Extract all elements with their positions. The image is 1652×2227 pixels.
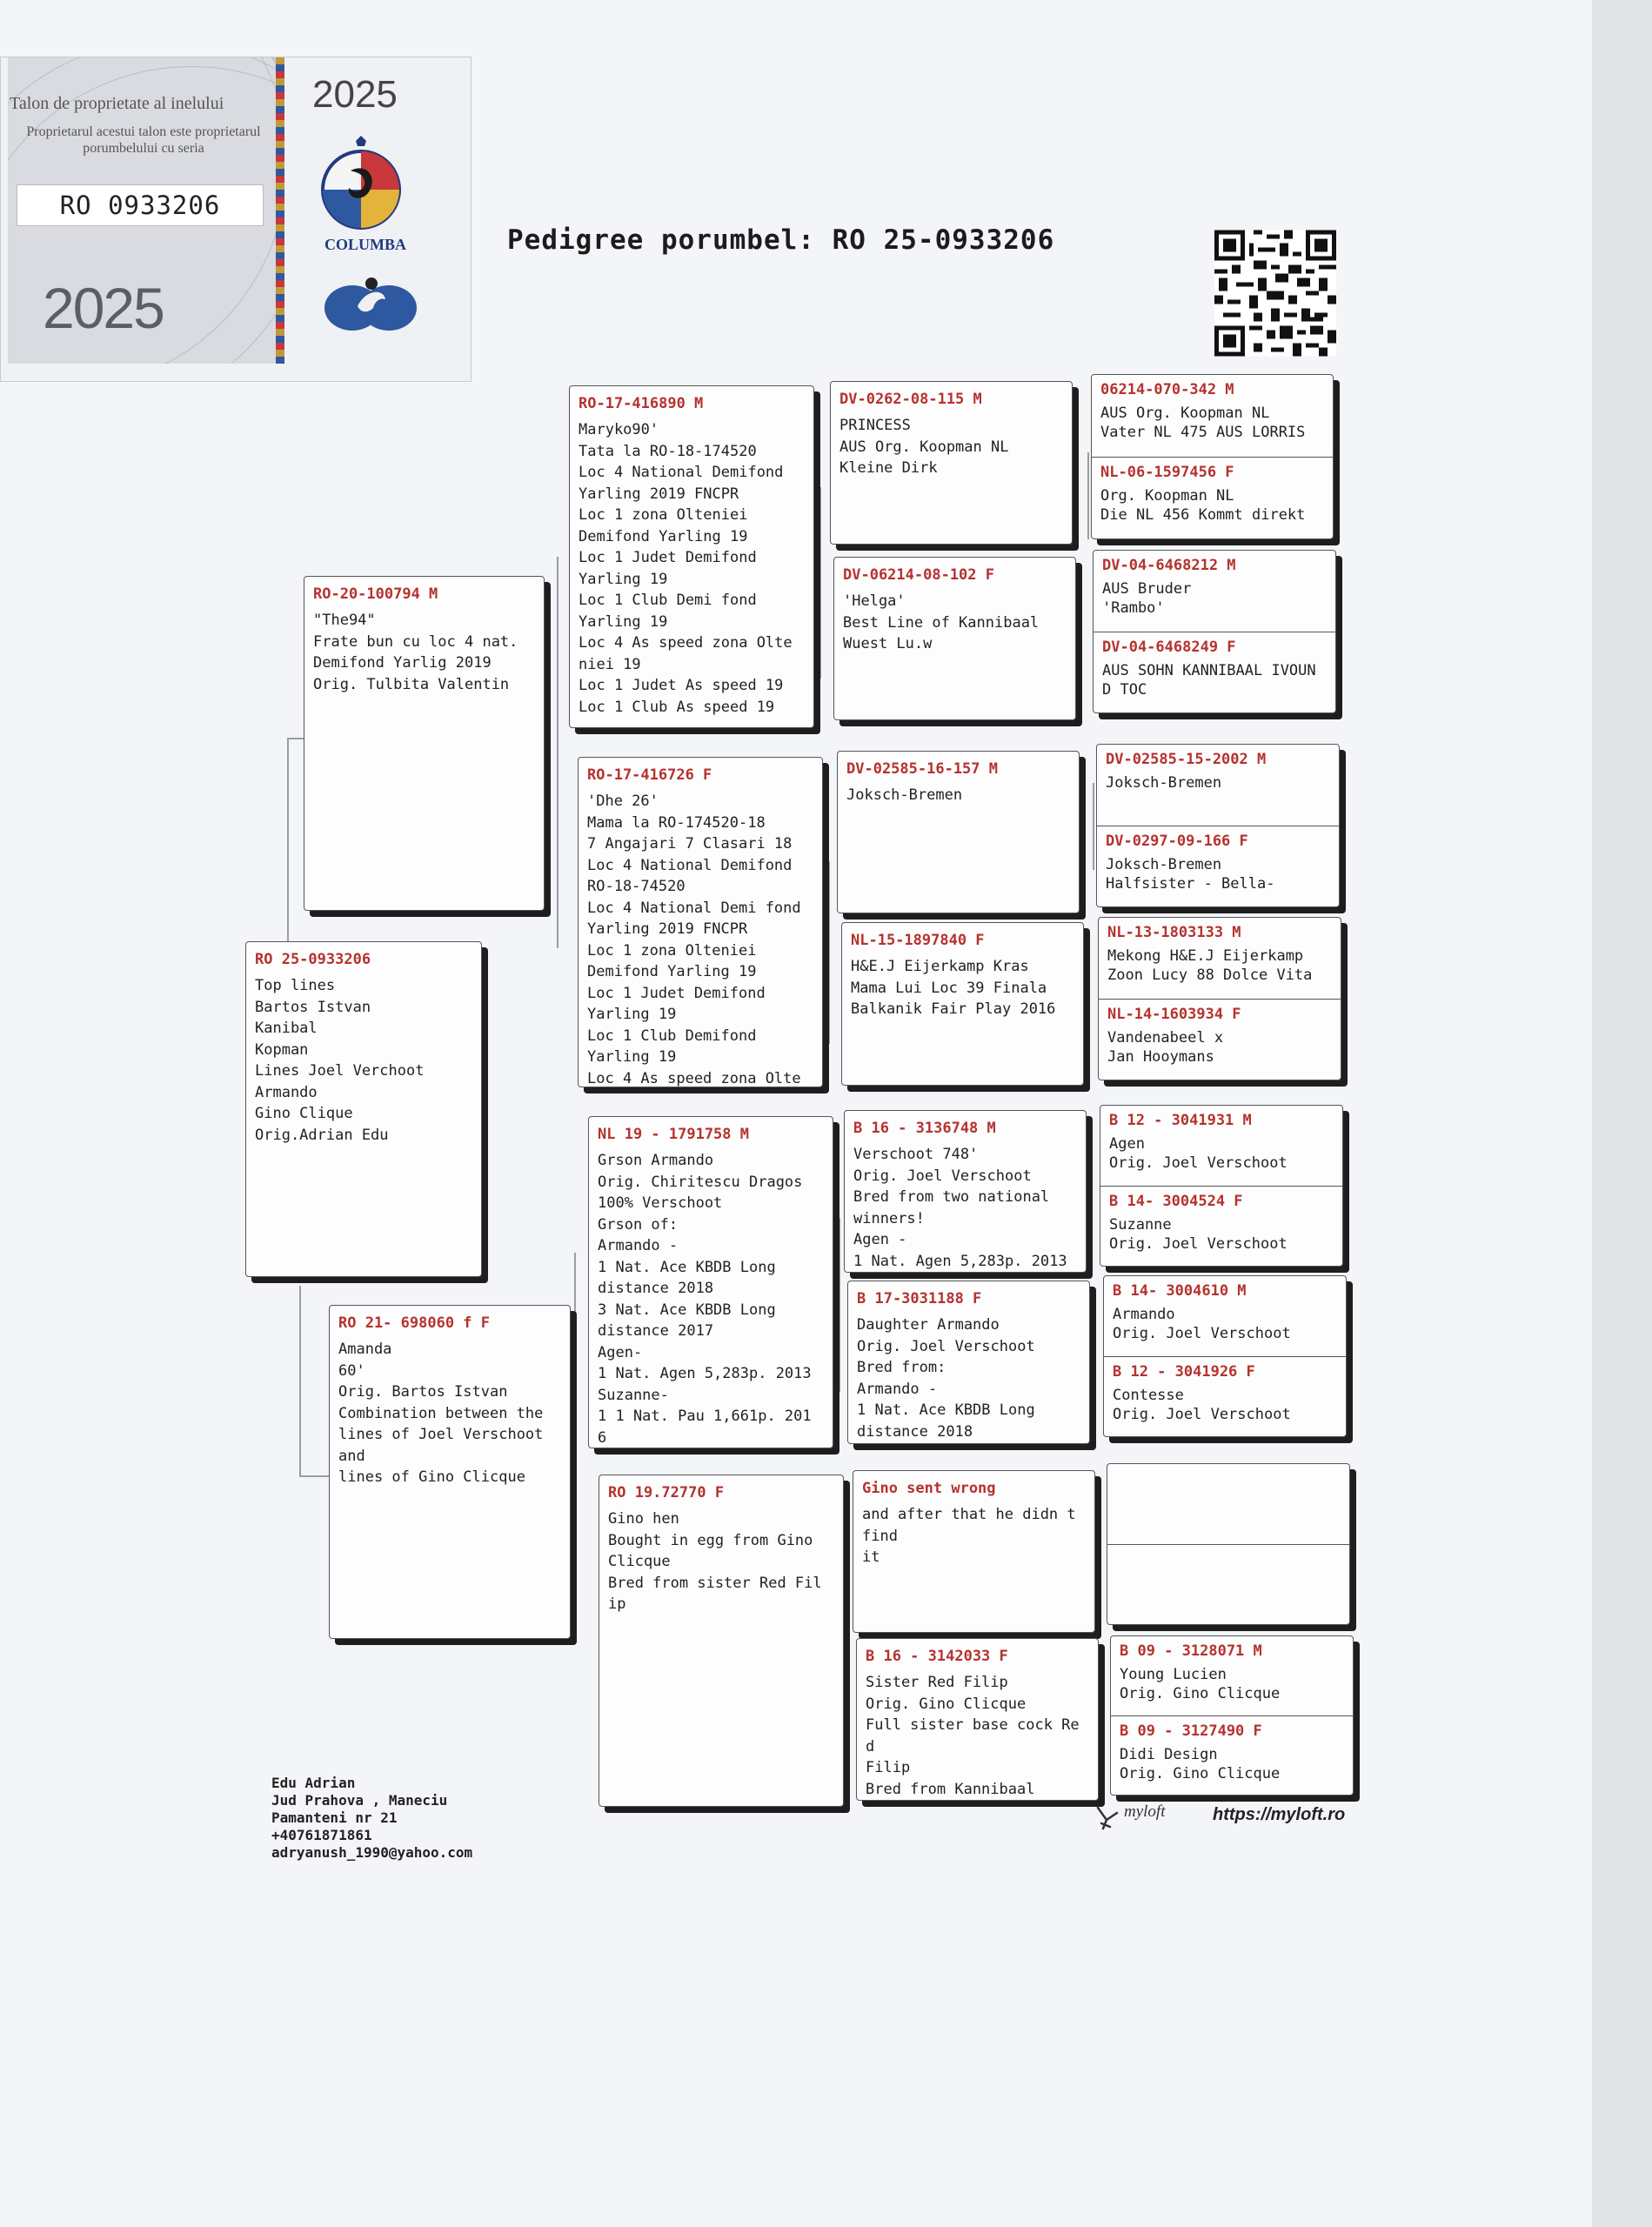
ancestor-info: Armando Orig. Joel Verschoot <box>1113 1306 1291 1342</box>
ancestor-ring: DV-04-6468249 F <box>1102 639 1236 656</box>
ancestor-male <box>1100 1106 1342 1186</box>
great-grandparent-ring: Gino sent wrong <box>862 1480 996 1497</box>
ancestor-info <box>1107 1551 1349 1556</box>
ancestor-male <box>1099 918 1341 999</box>
ancestor-female <box>1111 1715 1353 1796</box>
connector-line <box>299 1286 301 1477</box>
father-info: "The94" Frate bun cu loc 4 nat. Demifond Yarlig 2019 Orig. Tulbita Valentin <box>313 612 518 693</box>
ancestor-ring: NL-06-1597456 F <box>1100 464 1234 481</box>
grandparent-ring: NL 19 - 1791758 M <box>598 1126 749 1143</box>
grandparent-card[interactable] <box>599 1475 844 1807</box>
great-grandparent-card[interactable] <box>830 381 1073 545</box>
ancestor-info: Mekong H&E.J Eijerkamp Zoon Lucy 88 Dolce Vita <box>1107 947 1313 984</box>
connector-line <box>839 1218 840 1392</box>
ancestor-ring: NL-14-1603934 F <box>1107 1006 1241 1023</box>
coupon-subtitle: Proprietarul acestui talon este proprietarul porumbelului cu seria <box>26 124 261 156</box>
ownership-coupon <box>0 57 472 382</box>
subject-info: Top lines Bartos Istvan Kanibal Kopman Lines Joel Verchoot Armando Gino Clique Orig.Adrian Edu <box>255 977 425 1144</box>
ancestor-ring: B 12 - 3041926 F <box>1113 1363 1255 1381</box>
ancestor-female <box>1094 632 1335 713</box>
great-grandparent-info: Verschoot 748' Orig. Joel Verschoot Bred from two national winners! Agen - 1 Nat. Agen 5,283p. 2013 <box>853 1146 1067 1270</box>
subject-card[interactable] <box>245 941 482 1277</box>
connector-line <box>574 1253 576 1609</box>
mother-info: Amanda 60' Orig. Bartos Istvan Combination between the lines of Joel Verschoot and lines of Gino Clicque <box>338 1341 544 1486</box>
breeder-contact: Edu Adrian Jud Prahova , Maneciu Pamanteni nr 21 +40761871861 adryanush_1990@yahoo.com <box>271 1775 473 1861</box>
connector-line <box>819 487 821 679</box>
ancestor-ring: NL-13-1803133 M <box>1107 924 1241 941</box>
great-grandparent-ring: DV-06214-08-102 F <box>843 566 994 584</box>
great-grandparent-card[interactable] <box>856 1638 1099 1801</box>
grandparent-card[interactable] <box>578 757 823 1087</box>
ancestor-female <box>1092 457 1333 539</box>
ancestor-male <box>1092 375 1333 457</box>
ancestor-female <box>1107 1544 1349 1625</box>
ancestor-ring: B 14- 3004524 F <box>1109 1193 1243 1210</box>
great-grandparent-info: Daughter Armando Orig. Joel Verschoot Bred from: Armando - 1 Nat. Ace KBDB Long distance 2018 <box>857 1316 1035 1441</box>
ancestor-pair-card[interactable] <box>1091 374 1334 539</box>
great-grandparent-card[interactable] <box>844 1110 1087 1273</box>
mother-ring: RO 21- 698060 f F <box>338 1314 490 1332</box>
great-grandparent-card[interactable] <box>853 1470 1095 1633</box>
connector-line <box>828 861 830 1044</box>
ancestor-ring: 06214-070-342 M <box>1100 381 1234 398</box>
great-grandparent-info: Joksch-Bremen <box>846 786 963 804</box>
ancestor-male <box>1111 1636 1353 1715</box>
ancestor-female <box>1104 1356 1346 1437</box>
coupon-year: 2025 <box>312 73 398 116</box>
ancestor-male <box>1107 1464 1349 1544</box>
ancestor-info: AUS Bruder 'Rambo' <box>1102 580 1192 617</box>
grandparent-info: 'Dhe 26' Mama la RO-174520-18 7 Angajari 7 Clasari 18 Loc 4 National Demifond RO-18-74520 Loc 4 National Demi fond Yarling 2019 FNCPR Loc 1 zona Olteniei Demifond Yarling 19 Loc 1 Judet Demifond Yarling 19 Loc 1 Club Demifond Yarling 19 Loc 4 As speed zona Olte <box>587 792 801 1087</box>
ancestor-info: Agen Orig. Joel Verschoot <box>1109 1135 1287 1172</box>
ancestor-ring <box>1107 1464 1349 1470</box>
grandparent-ring: RO 19.72770 F <box>608 1484 725 1501</box>
ancestor-ring: B 09 - 3128071 M <box>1120 1642 1262 1660</box>
columba-label: COLUMBA <box>324 236 406 253</box>
great-grandparent-ring: B 16 - 3142033 F <box>866 1648 1008 1665</box>
grandparent-ring: RO-17-416726 F <box>587 766 712 784</box>
fci-logo-icon <box>323 273 418 332</box>
connector-line <box>1093 783 1094 870</box>
great-grandparent-card[interactable] <box>837 751 1080 913</box>
ancestor-pair-card[interactable] <box>1110 1635 1354 1796</box>
ancestor-pair-card[interactable] <box>1103 1275 1347 1437</box>
great-grandparent-info: 'Helga' Best Line of Kannibaal Wuest Lu.w <box>843 592 1040 652</box>
coupon-color-strip <box>276 57 284 364</box>
ancestor-pair-card[interactable] <box>1096 744 1340 907</box>
grandparent-info: Gino hen Bought in egg from Gino Clicque Bred from sister Red Fil ip <box>608 1510 822 1613</box>
ancestor-ring: DV-0297-09-166 F <box>1106 833 1248 850</box>
great-grandparent-ring: NL-15-1897840 F <box>851 932 985 949</box>
qr-code-icon[interactable] <box>1214 229 1336 358</box>
ancestor-male <box>1104 1276 1346 1356</box>
mother-card[interactable] <box>329 1305 571 1639</box>
ancestor-info: Suzanne Orig. Joel Verschoot <box>1109 1216 1287 1253</box>
great-grandparent-card[interactable] <box>841 922 1084 1086</box>
coupon-title: Talon de proprietate al inelului <box>10 94 224 113</box>
ancestor-info: Contesse Orig. Joel Verschoot <box>1113 1387 1291 1423</box>
ancestor-pair-card[interactable] <box>1093 550 1336 713</box>
great-grandparent-card[interactable] <box>847 1281 1090 1444</box>
ancestor-ring: B 14- 3004610 M <box>1113 1282 1247 1300</box>
ancestor-info: Vandenabeel x Jan Hooymans <box>1107 1029 1224 1066</box>
coupon-big-year: 2025 <box>43 276 164 340</box>
ancestor-ring: B 09 - 3127490 F <box>1120 1722 1262 1740</box>
ancestor-ring <box>1107 1545 1349 1551</box>
connector-line <box>299 1475 329 1477</box>
grandparent-card[interactable] <box>588 1116 833 1448</box>
great-grandparent-info: Sister Red Filip Orig. Gino Clicque Full sister base cock Re d Filip Bred from Kannibaal <box>866 1674 1080 1798</box>
great-grandparent-ring: DV-02585-16-157 M <box>846 760 998 778</box>
great-grandparent-info: PRINCESS AUS Org. Koopman NL Kleine Dirk <box>839 417 1009 477</box>
columba-logo-icon <box>318 136 405 233</box>
coupon-serial: RO 0933206 <box>17 184 264 226</box>
ancestor-female <box>1099 999 1341 1080</box>
ancestor-ring: DV-02585-15-2002 M <box>1106 751 1267 768</box>
grandparent-info: Maryko90' Tata la RO-18-174520 Loc 4 National Demifond Yarling 2019 FNCPR Loc 1 zona Olteniei Demifond Yarling 19 Loc 1 Judet Demifond Yarling 19 Loc 1 Club Demi fond Yarling 19 Loc 4 As speed zona Olte niei 19 Loc 1 Judet As speed 19 Loc 1 Club As speed 19 <box>579 421 793 716</box>
ancestor-info: Joksch-Bremen Halfsister - Bella- <box>1106 856 1275 893</box>
connector-line <box>287 738 289 946</box>
great-grandparent-ring: DV-0262-08-115 M <box>839 391 982 408</box>
grandparent-card[interactable] <box>569 385 814 728</box>
father-card[interactable] <box>304 576 545 911</box>
myloft-brand: myloft <box>1124 1802 1166 1821</box>
great-grandparent-info: H&E.J Eijerkamp Kras Mama Lui Loc 39 Finala Balkanik Fair Play 2016 <box>851 958 1056 1018</box>
great-grandparent-info: and after that he didn t find it <box>862 1506 1076 1566</box>
myloft-url-link[interactable]: https://myloft.ro <box>1213 1805 1346 1824</box>
background-edge <box>1592 0 1652 2227</box>
ancestor-male <box>1097 745 1339 826</box>
ancestor-female <box>1100 1186 1342 1267</box>
ancestor-info: Org. Koopman NL Die NL 456 Kommt direkt <box>1100 487 1306 524</box>
page-title: Pedigree porumbel: RO 25-0933206 <box>507 224 1055 256</box>
connector-line <box>846 1575 847 1749</box>
grandparent-info: Grson Armando Orig. Chiritescu Dragos 100% Verschoot Grson of: Armando - 1 Nat. Ace KBDB Long distance 2018 3 Nat. Ace KBDB Long distance 2017 Agen- 1 Nat. Agen 5,283p. 2013 Suzanne- 1 1 Nat. Pau 1,661p. 201 6 <box>598 1152 812 1447</box>
grandparent-ring: RO-17-416890 M <box>579 395 704 412</box>
subject-ring: RO 25-0933206 <box>255 951 371 968</box>
father-ring: RO-20-100794 M <box>313 585 438 603</box>
myloft-bird-icon <box>1094 1804 1120 1832</box>
ancestor-female <box>1097 826 1339 907</box>
ancestor-info: Joksch-Bremen <box>1106 774 1222 792</box>
ancestor-info: AUS SOHN KANNIBAAL IVOUN D TOC <box>1102 662 1316 699</box>
ancestor-info: Didi Design Orig. Gino Clicque <box>1120 1746 1281 1782</box>
great-grandparent-ring: B 16 - 3136748 M <box>853 1120 996 1137</box>
ancestor-pair-card-empty[interactable] <box>1107 1463 1350 1625</box>
ancestor-male <box>1094 551 1335 632</box>
connector-line <box>1087 452 1089 539</box>
ancestor-pair-card[interactable] <box>1098 917 1341 1080</box>
ancestor-info: Young Lucien Orig. Gino Clicque <box>1120 1666 1281 1702</box>
great-grandparent-card[interactable] <box>833 557 1076 720</box>
ancestor-info: AUS Org. Koopman NL Vater NL 475 AUS LORRIS <box>1100 405 1306 441</box>
ancestor-pair-card[interactable] <box>1100 1105 1343 1267</box>
great-grandparent-ring: B 17-3031188 F <box>857 1290 982 1307</box>
ancestor-info <box>1107 1470 1349 1475</box>
ancestor-ring: B 12 - 3041931 M <box>1109 1112 1252 1129</box>
ancestor-ring: DV-04-6468212 M <box>1102 557 1236 574</box>
connector-line <box>557 557 558 948</box>
